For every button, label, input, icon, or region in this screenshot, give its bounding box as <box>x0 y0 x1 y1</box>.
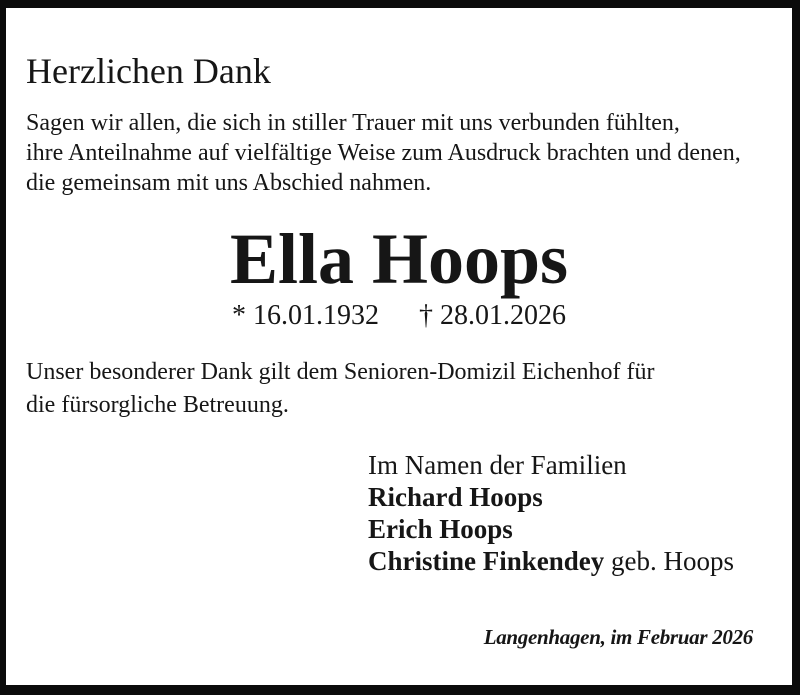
thanks-line: Unser besonderer Dank gilt dem Senioren-Domizil Eichenhof für <box>26 359 655 385</box>
born-symbol: * <box>232 300 246 331</box>
thanks-line: die fürsorgliche Betreuung. <box>26 392 289 418</box>
place-date-line: Langenhagen, im Februar 2026 <box>483 625 753 649</box>
family-member <box>368 513 734 545</box>
family-block <box>368 449 734 577</box>
death-date-value: 28.01.2026 <box>440 300 566 331</box>
family-member <box>368 481 734 513</box>
intro-line: Sagen wir allen, die sich in stiller Trauer mit uns verbunden fühlten, <box>26 110 680 136</box>
death-date <box>419 300 566 331</box>
birth-date <box>232 300 379 331</box>
family-member-name: Christine Finkendey <box>368 546 605 576</box>
birth-date-value: 16.01.1932 <box>253 300 379 331</box>
intro-line: die gemeinsam mit uns Abschied nahmen. <box>26 170 432 196</box>
intro-line: ihre Anteilnahme auf vielfältige Weise zum Ausdruck brachten und denen, <box>26 140 741 166</box>
family-member-name: Erich Hoops <box>368 514 513 544</box>
deceased-name: Ella Hoops <box>229 219 569 299</box>
death-cross-symbol: † <box>419 300 433 331</box>
family-member-suffix: geb. Hoops <box>604 546 735 576</box>
thanks-paragraph <box>26 356 654 422</box>
life-dates <box>6 301 792 332</box>
intro-paragraph <box>26 108 741 198</box>
family-member <box>368 545 734 577</box>
notice-heading: Herzlichen Dank <box>26 51 271 91</box>
family-intro: Im Namen der Familien <box>368 450 627 480</box>
family-member-name: Richard Hoops <box>368 482 543 512</box>
